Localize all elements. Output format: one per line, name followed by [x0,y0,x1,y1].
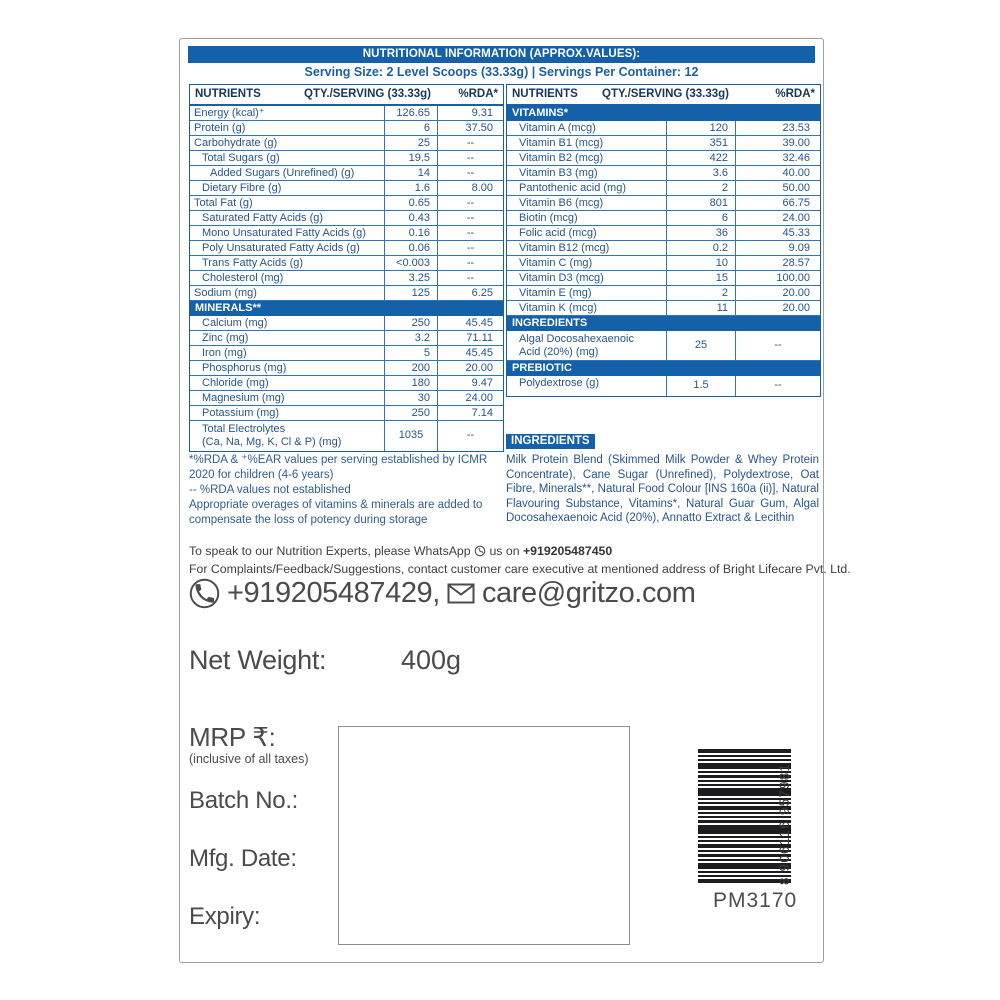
nutrient-rda: -- [437,136,503,150]
experts-text: To speak to our Nutrition Experts, please WhatsApp [189,544,471,558]
table-row [507,331,820,361]
table-row [190,151,503,166]
nutrient-name: Cholesterol (mg) [202,272,284,284]
mrp-note: (inclusive of all taxes) [189,752,309,766]
nutrient-qty: 11 [666,301,735,315]
nutrient-qty: 180 [384,376,437,390]
nutrient-rda: 6.25 [437,286,503,300]
ingredients-section [506,431,819,526]
net-weight-label: Net Weight: [189,645,327,675]
net-weight-value: 400g [401,645,462,675]
nutrient-name: Algal Docosahexaenoic Acid (20%) (mg) [519,333,634,358]
nutrient-name: Vitamin C (mg) [519,257,593,269]
nutrient-qty: 422 [666,151,735,165]
table-section-bar: MINERALS** [190,301,503,316]
nutrient-name: Iron (mg) [202,347,247,359]
barcode-number: 8 906116 957981 [777,762,792,885]
nutrient-rda: 45.45 [437,346,503,360]
nutrient-rda: -- [437,241,503,255]
complaints-line: For Complaints/Feedback/Suggestions, contact customer care executive at mentioned address of Bright Lifecare Pvt. Ltd. [189,562,851,576]
table-row [190,196,503,211]
col-nutrients: NUTRIENTS [195,88,261,100]
nutrient-rda: 7.14 [437,406,503,420]
nutrient-name: Vitamin A (mcg) [519,122,596,134]
nutrient-rda: 45.33 [735,226,820,240]
fill-in-box [338,726,630,945]
table-row [190,406,503,421]
nutrient-name: Vitamin B2 (mcg) [519,152,604,164]
batch-no-label: Batch No.: [189,787,299,814]
nutrient-name: Vitamin B1 (mcg) [519,137,604,149]
nutrient-rda: -- [437,211,503,225]
nutrient-qty: 30 [384,391,437,405]
nutrient-rda: 66.75 [735,196,820,210]
nutrient-rda: 20.00 [735,286,820,300]
nutrient-rda: 50.00 [735,181,820,195]
nutrient-name: Calcium (mg) [202,317,268,329]
nutrient-name: Trans Fatty Acids (g) [202,257,304,269]
nutrient-qty: 125 [384,286,437,300]
table-header-row [507,85,820,106]
ingredients-badge: INGREDIENTS [506,434,595,449]
nutrient-qty: 14 [384,166,437,180]
nutrient-name: Zinc (mg) [202,332,249,344]
table-section-bar: VITAMINS* [507,106,820,121]
nutrient-qty: 0.65 [384,196,437,210]
table-row [190,121,503,136]
table-row [507,301,820,316]
nutrient-qty: 1035 [384,421,437,451]
nutrient-name: Protein (g) [194,122,246,134]
table-row [190,136,503,151]
nutrient-qty: 0.43 [384,211,437,225]
nutrient-rda: 39.00 [735,136,820,150]
nutrient-rda: 45.45 [437,316,503,330]
nutrient-name: Potassium (mg) [202,407,280,419]
nutrition-title-bar: NUTRITIONAL INFORMATION (APPROX.VALUES): [188,46,815,63]
nutrient-qty: 0.16 [384,226,437,240]
table-row [190,286,503,301]
nutrition-label [179,38,851,963]
nutrient-name: Chloride (mg) [202,377,269,389]
nutrient-qty: 2 [666,286,735,300]
envelope-icon [447,583,475,604]
nutrient-qty: 25 [666,331,735,360]
nutrient-qty: 6 [666,211,735,225]
col-rda: %RDA* [458,88,498,100]
contact-email: care@gritzo.com [481,577,696,609]
nutrient-qty: 250 [384,406,437,420]
table-row [190,376,503,391]
table-row [190,361,503,376]
nutrient-rda: 20.00 [437,361,503,375]
table-row [507,271,820,286]
mrp-label: MRP ₹: [189,722,276,752]
nutrient-rda: 20.00 [735,301,820,315]
nutrient-name: Biotin (mcg) [519,212,578,224]
table-row [507,256,820,271]
nutrient-name: Vitamin E (mg) [519,287,592,299]
nutrient-name: Dietary Fibre (g) [202,182,282,194]
table-row [507,376,820,396]
nutrient-rda: 23.53 [735,121,820,135]
nutrient-qty: 126.65 [384,106,437,120]
nutrient-rda: 32.46 [735,151,820,165]
nutrient-qty: 250 [384,316,437,330]
table-row [190,391,503,406]
nutrient-qty: 15 [666,271,735,285]
nutrient-name: Vitamin B3 (mg) [519,167,598,179]
nutrient-qty: 2 [666,181,735,195]
contact-row [189,577,696,610]
nutrient-qty: 351 [666,136,735,150]
table-row [507,121,820,136]
table-row [507,211,820,226]
nutrient-rda: -- [437,151,503,165]
contact-phone-number: +919205487429, [227,577,440,609]
table-row [190,226,503,241]
nutrient-name: Vitamin B12 (mcg) [519,242,610,254]
nutrient-name: Energy (kcal)⁺ [194,107,265,119]
nutrient-name: Pantothenic acid (mg) [519,182,626,194]
nutrient-qty: 120 [666,121,735,135]
table-row [507,151,820,166]
col-qty-serving: QTY./SERVING (33.33g) [304,88,431,100]
nutrient-rda: -- [735,331,820,360]
nutrients-table-right [506,84,821,397]
nutrient-rda: 100.00 [735,271,820,285]
nutrient-rda: 24.00 [735,211,820,225]
nutrient-name: Polydextrose (g) [519,377,600,389]
nutrient-rda: 8.00 [437,181,503,195]
table-section-bar: INGREDIENTS [507,316,820,331]
table-row [190,241,503,256]
experts-whatsapp-number: +919205487450 [522,544,613,558]
col-qty-serving: QTY./SERVING (33.33g) [602,88,729,100]
nutrient-name: Vitamin B6 (mcg) [519,197,604,209]
table-row [190,106,503,121]
nutrient-name: Total Fat (g) [194,197,253,209]
table-row [190,316,503,331]
table-section-bar: PREBIOTIC [507,361,820,376]
table-row [507,286,820,301]
nutrient-qty: 19.5 [384,151,437,165]
table-row [190,331,503,346]
col-nutrients: NUTRIENTS [512,88,578,100]
footnote: -- %RDA values not established [189,484,351,496]
nutrient-rda: -- [437,421,503,451]
nutrient-qty: 6 [384,121,437,135]
nutrient-rda: 40.00 [735,166,820,180]
nutrient-qty: 36 [666,226,735,240]
nutrient-rda: 71.11 [437,331,503,345]
table-row [507,181,820,196]
nutrient-name: Total Sugars (g) [202,152,280,164]
nutrient-name: Sodium (mg) [194,287,257,299]
table-row [190,421,503,451]
nutrient-qty: 200 [384,361,437,375]
table-row [190,166,503,181]
table-row [190,181,503,196]
serving-info: Serving Size: 2 Level Scoops (33.33g) | Servings Per Container: 12 [304,65,699,79]
nutrient-rda: -- [735,376,820,396]
table-row [507,166,820,181]
nutrient-rda: 24.00 [437,391,503,405]
nutrient-rda: -- [437,256,503,270]
table-row [190,256,503,271]
table-row [507,241,820,256]
nutrient-rda: -- [437,226,503,240]
nutrient-qty: 5 [384,346,437,360]
table-row [507,136,820,151]
nutrient-name: Poly Unsaturated Fatty Acids (g) [202,242,360,254]
table-row [507,196,820,211]
nutrient-qty: 3.25 [384,271,437,285]
nutrient-rda: -- [437,166,503,180]
footnote: Appropriate overages of vitamins & minerals are added to compensate the loss of potency during storage [189,499,483,526]
col-rda: %RDA* [775,88,815,100]
nutrient-qty: <0.003 [384,256,437,270]
nutrient-rda: 9.09 [735,241,820,255]
nutrient-qty: 0.06 [384,241,437,255]
whatsapp-icon [474,545,486,557]
nutrient-qty: 10 [666,256,735,270]
ingredients-text: Milk Protein Blend (Skimmed Milk Powder & Whey Protein Concentrate), Cane Sugar (Unrefined), Polydextrose, Oat Fibre, Minerals**, Natural Food Colour [INS 160a (ii)], Natural Flavouring Substance, Vitamins*, Natural Guar Gum, Algal Docosahexaenoic Acid (20%), Annatto Extract & Lecithin [506,454,819,525]
nutrient-qty: 3.6 [666,166,735,180]
nutrient-name: Vitamin D3 (mcg) [519,272,604,284]
nutrient-qty: 1.6 [384,181,437,195]
phone-icon [189,578,220,609]
table-row [190,271,503,286]
table-row [190,346,503,361]
nutrition-experts-line [189,544,612,558]
nutrient-name: Saturated Fatty Acids (g) [202,212,324,224]
footnote: *%RDA & ⁺%EAR values per serving established by ICMR 2020 for children (4-6 years) [189,454,488,481]
nutrient-qty: 1.5 [666,376,735,396]
expiry-label: Expiry: [189,903,261,930]
nutrient-rda: 9.47 [437,376,503,390]
product-code: PM3170 [713,889,798,912]
experts-text: us on [489,544,520,558]
nutrient-rda: 37.50 [437,121,503,135]
nutrient-name: Vitamin K (mcg) [519,302,598,314]
nutrient-rda: 9.31 [437,106,503,120]
nutrients-table-left [189,84,504,452]
table-header-row [190,85,503,106]
mfg-date-label: Mfg. Date: [189,845,297,872]
table-row [507,226,820,241]
nutrient-name: Added Sugars (Unrefined) (g) [210,167,355,179]
nutrient-qty: 801 [666,196,735,210]
nutrient-name: Folic acid (mcg) [519,227,597,239]
nutrient-qty: 0.2 [666,241,735,255]
nutrient-rda: -- [437,271,503,285]
footnotes [189,453,513,528]
nutrient-rda: 28.57 [735,256,820,270]
table-row [190,211,503,226]
nutrient-name: Magnesium (mg) [202,392,285,404]
nutrient-name: Phosphorus (mg) [202,362,287,374]
nutrient-qty: 3.2 [384,331,437,345]
nutrient-qty: 25 [384,136,437,150]
nutrient-rda: -- [437,196,503,210]
nutrient-name: Mono Unsaturated Fatty Acids (g) [202,227,366,239]
nutrient-name: Carbohydrate (g) [194,137,278,149]
nutrient-name: Total Electrolytes (Ca, Na, Mg, K, Cl & P) (mg) [202,423,342,448]
